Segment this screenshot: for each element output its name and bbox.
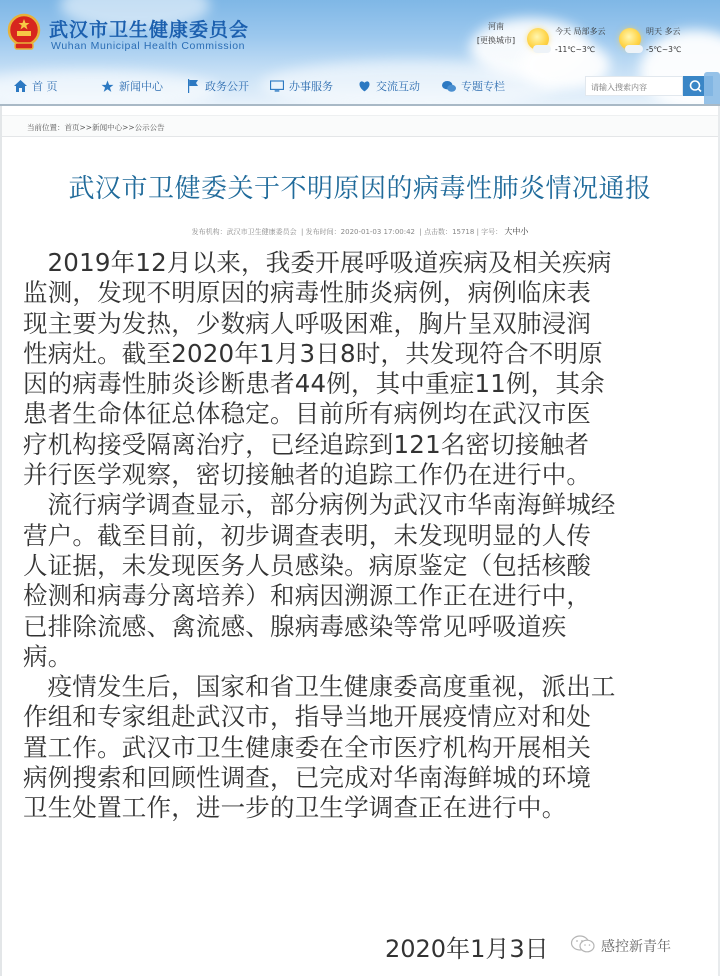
- flag-icon: [186, 79, 200, 93]
- nav-label: 交流互动: [376, 80, 420, 93]
- article-paragraph-3: [23, 672, 703, 823]
- body-line: 因的病毒性肺炎诊断患者44例，其中重症11例，其余: [23, 369, 605, 399]
- nav-label: 办事服务: [289, 80, 333, 93]
- body-line: 患者生命体征总体稳定。目前所有病例均在武汉市医: [23, 399, 592, 429]
- publisher-label: 发布机构：: [191, 228, 227, 236]
- body-line: 置工作。武汉市卫生健康委在全市医疗机构开展相关: [23, 732, 592, 762]
- nav-item-interaction[interactable]: [357, 76, 420, 96]
- change-city-link[interactable]: [更换城市]: [476, 36, 516, 45]
- heart-icon: [357, 79, 371, 93]
- font-size-medium[interactable]: 中: [512, 227, 521, 236]
- body-line: 2019年12月以来，我委开展呼吸道疾病及相关疾病: [47, 248, 612, 277]
- body-line: 流行病学调查显示，部分病例为武汉市华南海鲜城经: [47, 490, 616, 520]
- nav-item-news[interactable]: [100, 76, 163, 96]
- chat-bubbles-icon: [442, 79, 456, 93]
- breadcrumb-home[interactable]: 首页: [64, 123, 80, 132]
- cloudy-icon: [619, 28, 641, 50]
- weather-tomorrow-temp: -5℃~3℃: [646, 45, 682, 54]
- weather-today-label: 今天: [555, 27, 571, 36]
- breadcrumb-announcements[interactable]: 公示公告: [134, 123, 165, 132]
- body-line: 已排除流感、禽流感、腺病毒感染等常见呼吸道疾: [23, 611, 567, 641]
- font-size-small[interactable]: 小: [520, 227, 529, 236]
- body-line: 卫生处置工作，进一步的卫生学调查正在进行中。: [23, 793, 567, 823]
- nav-item-services[interactable]: [270, 76, 333, 96]
- monitor-icon: [270, 79, 284, 93]
- floating-side-toolbar[interactable]: [704, 72, 720, 106]
- body-line: 疗机构接受隔离治疗，已经追踪到121名密切接触者: [23, 429, 590, 459]
- watermark-text: 感控新青年: [601, 939, 671, 955]
- body-line: 营户。截至目前，初步调查表明，未发现明显的人传: [23, 520, 592, 550]
- publish-time: 2020-01-03 17:00:42: [340, 228, 416, 236]
- font-size-label: 字号：: [481, 228, 503, 236]
- nav-label: 首 页: [32, 80, 58, 93]
- body-line: 检测和病毒分离培养）和病因溯源工作正在进行中，: [23, 581, 592, 611]
- breadcrumb-prefix: 当前位置：: [27, 123, 65, 132]
- breadcrumb-news-center[interactable]: 新闻中心: [92, 123, 123, 132]
- clicks-label: 点击数：: [424, 228, 453, 236]
- signature-date: 2020年1月3日: [385, 935, 549, 963]
- site-header: [0, 0, 720, 106]
- breadcrumb-separator: >>: [122, 123, 135, 132]
- nav-label: 新闻中心: [119, 80, 163, 93]
- publish-time-label: 发布时间：: [305, 228, 341, 236]
- click-count: 15718: [452, 228, 475, 236]
- home-icon: [13, 79, 27, 93]
- publisher: 武汉市卫生健康委员会: [226, 228, 297, 236]
- nav-item-home[interactable]: [13, 76, 58, 96]
- national-emblem-icon[interactable]: [7, 13, 41, 53]
- partly-cloudy-icon: [527, 28, 549, 50]
- weather-today-condition: 局部多云: [573, 27, 606, 36]
- weather-tomorrow-condition: 多云: [664, 27, 681, 36]
- body-line: 并行医学观察，密切接触者的追踪工作仍在进行中。: [23, 460, 592, 490]
- breadcrumb: [27, 122, 165, 133]
- weather-location: [474, 20, 518, 48]
- body-line: 病例搜索和回顾性调查，已完成对华南海鲜城的环境: [23, 763, 592, 793]
- article-paragraph-1: [23, 248, 703, 490]
- body-line: 监测，发现不明原因的病毒性肺炎病例，病例临床表: [23, 278, 592, 308]
- star-icon: [100, 79, 114, 93]
- weather-today: [555, 26, 606, 56]
- body-line: 疫情发生后，国家和省卫生健康委高度重视，派出工: [47, 672, 616, 702]
- body-line: 性病灶。截至2020年1月3日8时，共发现符合不明原: [23, 338, 603, 368]
- weather-tomorrow: [646, 26, 681, 56]
- article-meta: 发布机构：武汉市卫生健康委员会 | 发布时间：2020-01-03 17:00:42 | 点击数：15718 | 字号： 大中小: [191, 227, 529, 236]
- weather-tomorrow-label: 明天: [646, 27, 662, 36]
- weather-city: 河南: [488, 22, 504, 31]
- wechat-icon: [570, 934, 596, 958]
- breadcrumb-bar: [2, 115, 718, 137]
- search-input[interactable]: 请输入搜索内容: [585, 76, 683, 96]
- site-subtitle-en: Wuhan Municipal Health Commission: [51, 40, 246, 52]
- nav-label: 政务公开: [205, 80, 249, 93]
- weather-today-temp: -11℃~3℃: [555, 45, 596, 54]
- body-line: 作组和专家组赴武汉市，指导当地开展疫情应对和处: [23, 702, 592, 732]
- nav-item-special-topics[interactable]: [442, 76, 505, 96]
- site-title[interactable]: 武汉市卫生健康委员会: [49, 19, 250, 41]
- nav-item-gov-affairs[interactable]: [186, 76, 249, 96]
- wechat-watermark: [570, 934, 671, 958]
- article-title: 武汉市卫健委关于不明原因的病毒性肺炎情况通报: [68, 174, 652, 204]
- breadcrumb-separator: >>: [79, 123, 93, 132]
- article-body: [23, 248, 703, 824]
- body-line: 现主要为发热，少数病人呼吸困难，胸片呈双肺浸润: [23, 308, 592, 338]
- font-size-large[interactable]: 大: [504, 227, 513, 236]
- body-line: 病。: [23, 641, 73, 671]
- nav-label: 专题专栏: [461, 80, 505, 93]
- article-paragraph-2: [23, 490, 703, 672]
- body-line: 人证据，未发现医务人员感染。病原鉴定（包括核酸: [23, 550, 592, 580]
